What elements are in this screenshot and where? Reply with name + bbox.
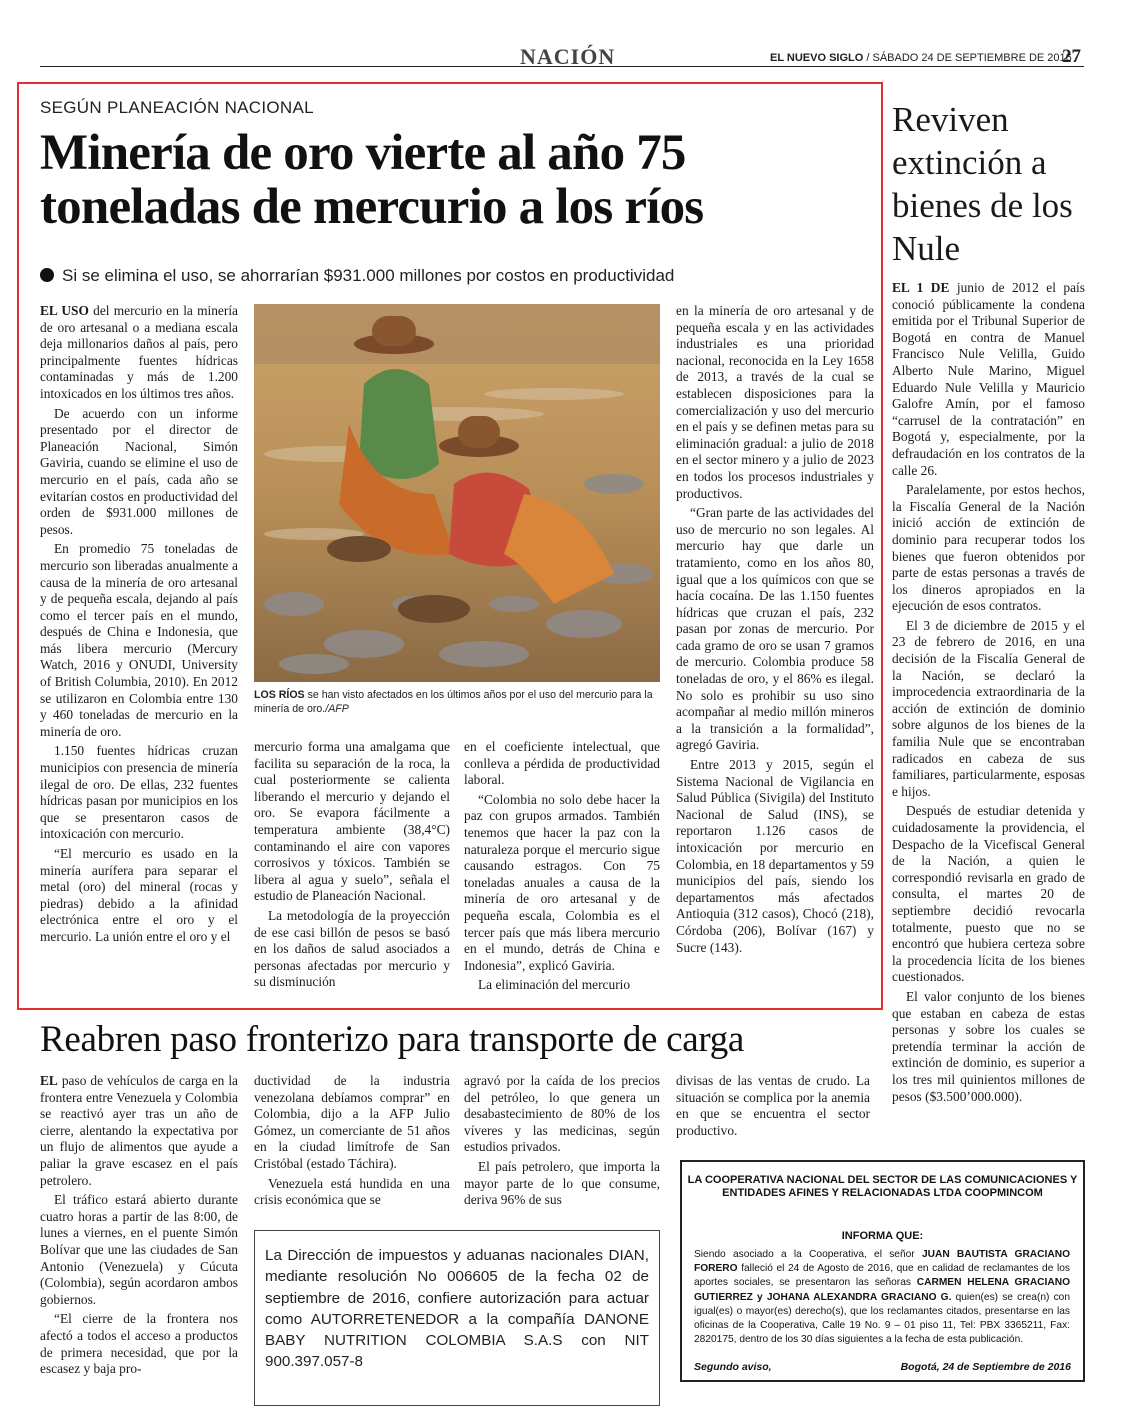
coop-title: LA COOPERATIVA NACIONAL DEL SECTOR DE LAS COMUNICACIONES Y ENTIDADES AFINES Y RELACIONADAS LTDA COOPMINCOM: [687, 1174, 1078, 1199]
paragraph: [464, 1073, 660, 1156]
paragraph-text: El 3 de diciembre de 2015 y el 23 de febrero de 2016, en una decisión de la Fiscalía General de la Nación, se declaró la improcedencia extraordinaria de la acción de extinción de dominio sobre algunos de los bienes de la familia Nule que se encontraban radicados en cabeza de sus familiares, particularmente, esposas e hijos.: [892, 617, 1085, 799]
paragraph-text: El tráfico estará abierto durante cuatro horas a partir de las 8:00, de lunes a viernes, en el puente Simón Bolívar que une las ciudades de San Antonio (Venezuela) y Cúcuta (Colombia), según acordaron ambos gobiernos.: [40, 1192, 238, 1307]
paragraph: [254, 1073, 450, 1173]
lower-column-2: [254, 1073, 450, 1212]
coop-body-part: quien(es) se crea(n) con igual(es) o mayor(es) derecho(s), que los reclamantes citados, presentarse en las oficinas de la Cooperativa, Calle 19 No. 9 – 01 piso 11, Tel: PBX 3365211, Fax: 2820175, dentro de los 30 días siguientes a la fecha de esta publicación.: [694, 1291, 1070, 1346]
main-subhead-text: Si se elimina el uso, se ahorrarían $931.000 millones por costos en productividad: [62, 266, 675, 285]
paragraph: [40, 1073, 238, 1189]
paragraph-text: En promedio 75 toneladas de mercurio son liberadas anualmente a causa de la minería de oro artesanal y de pequeña escala, dejando al país como el tercer país en el mundo, después de China e Indonesia, que más libera mercurio (Mercury Watch, 2016 y ONUDI, University of British Columbia, 2010). En 2012 se utilizaron en Colombia entre 130 y 460 toneladas de mercurio en la minería de oro.: [40, 541, 238, 739]
paragraph: [254, 908, 450, 991]
side-headline: Reviven extinción a bienes de los Nule: [892, 100, 1073, 268]
paragraph: [464, 739, 660, 789]
paragraph-text: De acuerdo con un informe presentado por el director de Planeación Nacional, Simón Gaviria, cuando se elimine el uso de mercurio en el país, cada año se evitarían costos en productividad del orden de $931.000 millones de pesos.: [40, 405, 238, 537]
paragraph-text: “Colombia no solo debe hacer la paz con grupos armados. También tenemos que hacer la paz con la naturaleza porque el mercurio sigue causando estragos. Con 75 toneladas anuales a causa de la minería de oro artesanal y de pequeña escala, Colombia es el tercer país que más libera mercurio en el mundo, detrás de China e Indonesia”, explicó Gaviria.: [464, 791, 660, 973]
paragraph-text: El valor conjunto de los bienes que estaban en cabeza de estas personas y sobre los cuales se pretendía terminar la acción de extinción de dominio, es superior a los tres mil quinientos millones de pesos ($3.500’000.000).: [892, 988, 1085, 1104]
paragraph-text: “Gran parte de las actividades del uso de mercurio no son legales. Al mercurio hay que darle un tratamiento, como en los años 80, igual que a los químicos con que se hacía cocaína. De las 1.150 fuentes hídricas que cruzan el país, 232 pasan por zonas de mercurio. Por cada gramo de oro se usan 7 gramos de mercurio. Colombia produce 58 toneladas de oro, y el 86% es ilegal. No solo es prohibir su uso sino acompañar al medio millón mineros a la transición a la formalidad”, agregó Gaviria.: [676, 505, 874, 753]
issue-date: / SÁBADO 24 DE SEPTIEMBRE DE 2016: [863, 52, 1072, 64]
paragraph: [676, 1073, 870, 1139]
paragraph: [676, 303, 874, 502]
bullet-icon: [40, 268, 54, 282]
paragraph-text: Paralelamente, por estos hechos, la Fiscalía General de la Nación inició acción de extinción de dominio para recuperar todos los bienes que fueron obtenidos por parte de estas personas a través de los dineros apropiados en la ejecución de esos contratos.: [892, 482, 1085, 614]
lower-column-1: [40, 1073, 238, 1381]
coop-informa: INFORMA QUE:: [841, 1230, 924, 1242]
caption-credit: /AFP: [325, 703, 349, 715]
side-column: [892, 280, 1085, 1108]
dian-notice-text: La Dirección de impuestos y aduanas nacionales DIAN, mediante resolución No 006605 de la fecha 02 de septiembre de 2016, confiere autorización para actuar como AUTORRETENEDOR a la compañía DANONE BABY NUTRITION COLOMBIA S.A.S con NIT 900.397.057-8: [265, 1247, 649, 1371]
lower-column-4: [676, 1073, 870, 1142]
paragraph-text: divisas de las ventas de crudo. La situación se complica por la anemia en que se encuentra el sector productivo.: [676, 1073, 870, 1138]
lower-column-3: [464, 1073, 660, 1212]
main-column-3: [464, 739, 660, 997]
main-column-2: [254, 739, 450, 994]
paragraph-text: “El mercurio es usado en la minería aurífera para separar el metal (oro) del mineral (rocas y piedras) debido a la afinidad electrónica entre el oro y el mercurio. La unión entre el oro y el: [40, 846, 238, 944]
coop-notice-box: [680, 1160, 1085, 1382]
lead-in: EL USO: [40, 303, 89, 318]
paragraph: [40, 406, 238, 539]
paragraph: [464, 1159, 660, 1209]
main-kicker: SEGÚN PLANEACIÓN NACIONAL: [40, 98, 314, 117]
paragraph: [892, 989, 1085, 1105]
paragraph-text: en el coeficiente intelectual, que conlleva a pérdida de productividad laboral.: [464, 739, 660, 788]
paragraph: [892, 803, 1085, 986]
paragraph-text: mercurio forma una amalgama que facilita su separación de la roca, la cual posteriormente se calienta liberando el mercurio y dejando el oro. Se evapora fácilmente a temperatura ambiente (38,4°C) contaminando el aire con vapores corrosivos y tóxicos. También se libera al agua y suelo”, señala el estudio de Planeación Nacional.: [254, 739, 450, 904]
paragraph-text: “El cierre de la frontera nos afectó a todos el acceso a productos de primera necesidad, que por la escasez y baja pro-: [40, 1311, 238, 1377]
main-column-1: [40, 303, 238, 949]
paragraph: [464, 792, 660, 975]
paragraph: [40, 541, 238, 740]
main-headline: Minería de oro vierte al año 75 toneladas de mercurio a los ríos: [40, 125, 704, 235]
section-title: NACIÓN: [520, 44, 616, 69]
paragraph-text: El país petrolero, que importa la mayor parte de lo que consume, deriva 96% de sus: [464, 1158, 660, 1208]
mining-photo: [254, 304, 660, 682]
coop-body-part: falleció el 24 de Agosto de 2016, que en calidad de reclamantes de los aportes sociales, se presentaron las señoras: [694, 1263, 1070, 1289]
lower-headline: Reabren paso fronterizo para transporte de carga: [40, 1019, 745, 1060]
newspaper-name: EL NUEVO SIGLO: [770, 52, 864, 64]
paragraph-text: 1.150 fuentes hídricas cruzan municipios con presencia de minería ilegal de oro. De ellas, 232 fuentes hídricas pasan por municipios en los que se presentaron casos de intoxicación con mercurio.: [40, 743, 238, 842]
paragraph: [40, 1311, 238, 1377]
coop-name: JOHANA ALEXANDRA GRACIANO G.: [766, 1291, 952, 1303]
lead-in: EL: [40, 1073, 58, 1088]
header-rule: [40, 66, 1084, 67]
photo-caption: [254, 688, 660, 716]
paragraph-text: agravó por la caída de los precios del petróleo, lo que genera un desabastecimiento de 80% de los víveres y las medicinas, según estudios privados.: [464, 1073, 660, 1155]
lead-in: EL 1 DE: [892, 280, 950, 295]
paragraph: [892, 482, 1085, 615]
main-subhead: [40, 266, 674, 286]
dian-notice-box: [254, 1230, 660, 1406]
coop-footer-right: Bogotá, 24 de Septiembre de 2016: [900, 1361, 1071, 1373]
paragraph-text: Después de estudiar detenida y cuidadosamente la providencia, el Despacho de la Vicefiscal General de la Nación, a quien le correspondió revisarla en grado de consulta, el martes 20 de septiembre decidió revocarla totalmente, puesto que no se encontró que hubiera certeza sobre la procedencia lícita de los bienes cuestionados.: [892, 803, 1085, 985]
paragraph: [892, 280, 1085, 479]
paragraph: [40, 743, 238, 843]
paragraph-text: del mercurio en la minería de oro artesanal o a mediana escala deja millonarios daños al país, pero principalmente fuentes hídricas contaminadas y más de 1.200 intoxicados en los últimos tres años.: [40, 303, 238, 401]
paragraph-text: Venezuela está hundida en una crisis económica que se: [254, 1175, 450, 1208]
paragraph-text: junio de 2012 el país conoció públicamente la condena emitida por el Tribunal Superior de Bogotá en contra de Manuel Francisco Nule Velilla, Guido Alberto Nule Marino, Miguel Eduardo Nule Velilla y Mauricio Galofre Amín, por el famoso “carrusel de la contratación” en Bogotá y, especialmente, por la defraudación en los contratos de la calle 26.: [892, 280, 1085, 478]
coop-name: JUAN BAUTISTA GRACIANO FORERO: [694, 1249, 1070, 1275]
paragraph: [892, 618, 1085, 801]
paragraph: [254, 739, 450, 905]
coop-body-part: Siendo asociado a la Cooperativa, el señor: [694, 1249, 922, 1260]
paragraph-text: Entre 2013 y 2015, según el Sistema Nacional de Vigilancia en Salud Pública (Sivigila) del Instituto Nacional de Salud (INS), se reportaron 1.126 casos de intoxicación por mercurio en Colombia, en 18 departamentos y 59 municipios del país, siendo los departamentos más afectados Antioquia (312 casos), Chocó (218), Córdoba (206), Bolívar (167) y Sucre (143).: [676, 757, 874, 955]
paragraph: [254, 1176, 450, 1209]
coop-footer-left: Segundo aviso,: [694, 1361, 772, 1373]
caption-lead: LOS RÍOS: [254, 689, 305, 701]
masthead-line: [770, 52, 1072, 64]
main-column-4: [676, 303, 874, 959]
paragraph-text: La metodología de la proyección de ese casi billón de pesos se basó en los daños de salud asociados a personas afectadas por mercurio y su disminución: [254, 907, 450, 990]
paragraph: [40, 846, 238, 946]
coop-body-part: y: [752, 1291, 767, 1303]
caption-text: se han visto afectados en los últimos años por el uso del mercurio para la minería de oro.: [254, 689, 653, 715]
paragraph-text: paso de vehículos de carga en la frontera entre Venezuela y Colombia se reactivó ayer tras un año de cierre, alentando la expectativa por un flujo de alimentos que ayude a paliar la grave escasez en el país petrolero.: [40, 1073, 238, 1188]
paragraph-text: ductividad de la industria venezolana debíamos comprar” en Colombia, dijo a la AFP Julio Gómez, un comerciante de 51 años en la ciudad limítrofe de San Cristóbal (estado Táchira).: [254, 1073, 450, 1171]
photo-illustration: [254, 304, 660, 682]
paragraph-text: La eliminación del mercurio: [478, 977, 631, 993]
paragraph-text: en la minería de oro artesanal y de pequeña escala y en las actividades industriales es una prioridad nacional, reconocida en la Ley 1658 de 2013, a través de la cual se establecen disposiciones para la comercialización y uso del mercurio en el país y se definen metas para su eliminación gradual: a julio de 2018 en el sector minero y a julio de 2023 en todos los procesos industriales y productivos.: [676, 303, 874, 501]
paragraph: [40, 1192, 238, 1308]
paragraph: [40, 303, 238, 403]
coop-name: CARMEN HELENA GRACIANO GUTIERREZ: [694, 1277, 1071, 1303]
paragraph: [676, 757, 874, 956]
page-number: 27: [1062, 46, 1081, 67]
paragraph: [676, 505, 874, 754]
coop-body: [694, 1248, 1070, 1347]
paragraph: [464, 977, 660, 994]
